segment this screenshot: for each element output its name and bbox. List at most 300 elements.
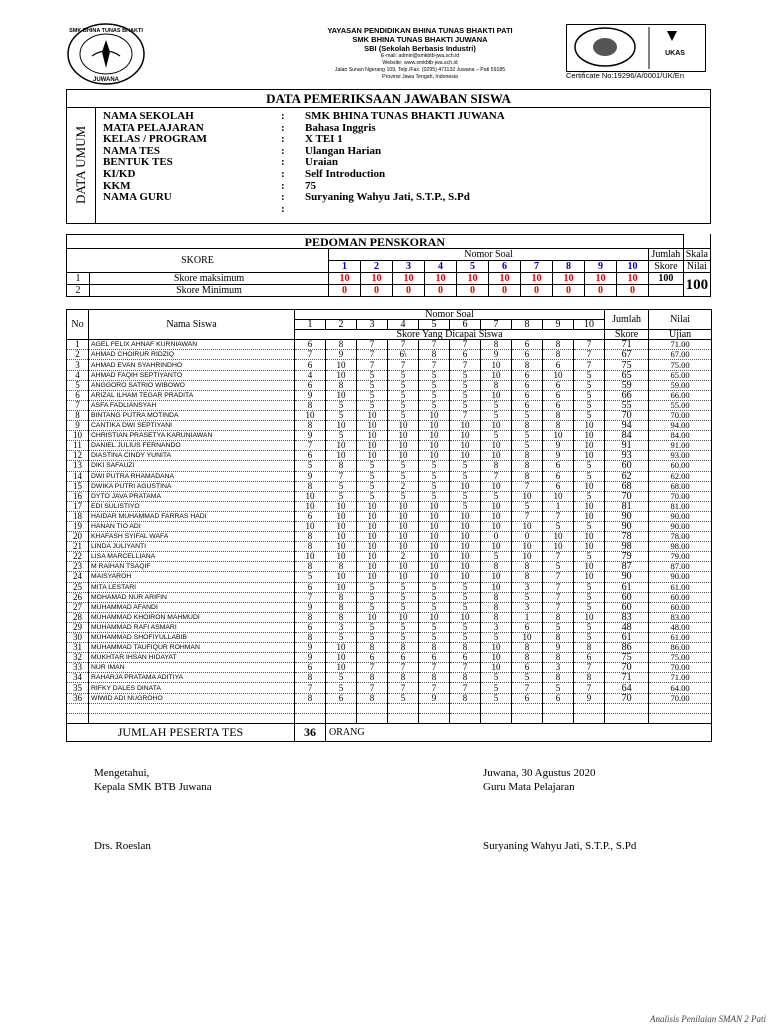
- exam-grade: 98.00: [649, 542, 712, 552]
- max-score-cell: 10: [617, 273, 649, 285]
- min-score-cell: 0: [585, 285, 617, 297]
- score-cell: 6: [543, 360, 574, 370]
- nilai-subheader: Nilai: [683, 261, 710, 273]
- school-type: SBI (Sekolah Berbasis Industri): [364, 44, 476, 53]
- exam-grade: 90.00: [649, 572, 712, 582]
- score-cell: 8: [481, 380, 512, 390]
- exam-grade: 60.00: [649, 461, 712, 471]
- score-cell: 5: [357, 380, 388, 390]
- score-cell: 10: [357, 562, 388, 572]
- row-number: 5: [67, 380, 89, 390]
- score-cell: 7: [512, 511, 543, 521]
- score-cell: 7: [295, 592, 326, 602]
- table-row: [67, 501, 712, 511]
- total-score: 67: [605, 350, 649, 360]
- score-cell: 10: [357, 542, 388, 552]
- score-cell: 7: [574, 360, 605, 370]
- table-row: [67, 622, 712, 632]
- score-cell: 10: [295, 410, 326, 420]
- score-cell: 7: [543, 552, 574, 562]
- score-cell: 10: [357, 451, 388, 461]
- score-cell: 10: [574, 441, 605, 451]
- table-row: [67, 461, 712, 471]
- min-score-cell: 0: [553, 285, 585, 297]
- score-cell: 10: [295, 521, 326, 531]
- score-cell: 5: [388, 471, 419, 481]
- student-name: DANIEL JULIUS FERNANDO: [89, 441, 295, 451]
- table-row: [67, 633, 712, 643]
- exam-grade: 59.00: [649, 380, 712, 390]
- score-cell: 5: [574, 582, 605, 592]
- table-row: [67, 410, 712, 420]
- score-cell: 8: [419, 673, 450, 683]
- score-cell: 8: [512, 653, 543, 663]
- score-cell: 7: [295, 683, 326, 693]
- table-row: [67, 653, 712, 663]
- jumlah-header-2: Jumlah: [605, 310, 649, 330]
- score-cell: 5: [419, 481, 450, 491]
- scoring-guide-table: [66, 234, 711, 297]
- info-key: KELAS / PROGRAM: [103, 133, 207, 146]
- score-cell: 10: [388, 451, 419, 461]
- score-cell: 5: [357, 370, 388, 380]
- score-cell: 10: [574, 501, 605, 511]
- score-cell: 10: [357, 612, 388, 622]
- score-cell: 10: [450, 572, 481, 582]
- max-score-cell: 10: [521, 273, 553, 285]
- score-cell: 10: [419, 562, 450, 572]
- row-number: 36: [67, 693, 89, 703]
- address: Jalan Sunan Ngerang 109, Telp./Fax. (0295) 471132 Juwana – Pati 59185: [334, 67, 506, 73]
- score-cell: 8: [450, 673, 481, 683]
- table-row: [67, 481, 712, 491]
- score-cell: 6: [512, 663, 543, 673]
- score-cell: 10: [419, 410, 450, 420]
- min-score-cell: 0: [329, 285, 361, 297]
- row-number: 11: [67, 441, 89, 451]
- province: Provinsi Jawa Tengah, Indonesia: [382, 74, 458, 80]
- score-cell: 10: [450, 612, 481, 622]
- info-value: SMK BHINA TUNAS BHAKTI JUWANA: [305, 110, 505, 122]
- score-cell: 5: [295, 461, 326, 471]
- score-cell: 5: [481, 693, 512, 703]
- score-cell: 10: [481, 360, 512, 370]
- score-cell: 10: [481, 643, 512, 653]
- exam-grade: 91.00: [649, 441, 712, 451]
- score-cell: 2: [388, 552, 419, 562]
- info-colon: :: [281, 110, 285, 122]
- score-cell: 8: [326, 562, 357, 572]
- score-cell: 5: [574, 552, 605, 562]
- total-score: 71: [605, 340, 649, 350]
- max-no: 1: [67, 273, 90, 285]
- table-row: [67, 340, 712, 350]
- svg-text:UKAS: UKAS: [665, 50, 685, 57]
- score-cell: 5: [388, 400, 419, 410]
- score-cell: 10: [481, 441, 512, 451]
- student-name: LISA MARCELLIANA: [89, 552, 295, 562]
- student-name: RIFKY DALES DINATA: [89, 683, 295, 693]
- score-cell: 6\: [388, 350, 419, 360]
- question-number: 4: [425, 261, 457, 273]
- score-cell: 5: [326, 683, 357, 693]
- row-number: 25: [67, 582, 89, 592]
- row-number: 12: [67, 451, 89, 461]
- score-cell: 6: [512, 370, 543, 380]
- score-cell: 10: [326, 552, 357, 562]
- score-cell: 10: [574, 421, 605, 431]
- row-number: 23: [67, 562, 89, 572]
- table-row: [67, 673, 712, 683]
- score-cell: 5: [388, 602, 419, 612]
- score-cell: 10: [543, 370, 574, 380]
- score-cell: 7: [388, 340, 419, 350]
- score-cell: 4: [295, 370, 326, 380]
- question-number: 5: [457, 261, 489, 273]
- table-row: [67, 491, 712, 501]
- score-cell: 5: [419, 582, 450, 592]
- score-cell: 5: [419, 390, 450, 400]
- row-number: 6: [67, 390, 89, 400]
- info-colon: :: [281, 133, 285, 146]
- score-cell: 5: [388, 592, 419, 602]
- score-cell: 8: [295, 633, 326, 643]
- score-cell: 10: [357, 572, 388, 582]
- score-cell: 1: [543, 501, 574, 511]
- score-cell: 8: [450, 643, 481, 653]
- teacher-title: Guru Mata Pelajaran: [483, 781, 575, 793]
- score-cell: 5: [574, 491, 605, 501]
- row-number: 29: [67, 622, 89, 632]
- row-number: 13: [67, 461, 89, 471]
- score-cell: 7: [388, 683, 419, 693]
- score-cell: 10: [419, 552, 450, 562]
- total-score: 68: [605, 481, 649, 491]
- score-cell: 5: [419, 471, 450, 481]
- score-cell: 8: [512, 643, 543, 653]
- score-cell: 6: [543, 400, 574, 410]
- total-score: 98: [605, 542, 649, 552]
- total-score: 87: [605, 562, 649, 572]
- score-cell: 5: [326, 673, 357, 683]
- score-cell: 5: [357, 592, 388, 602]
- score-cell: 5: [481, 491, 512, 501]
- score-cell: 6: [450, 653, 481, 663]
- score-cell: 7: [450, 340, 481, 350]
- score-cell: 10: [450, 521, 481, 531]
- total-score: 81: [605, 501, 649, 511]
- score-cell: 10: [326, 532, 357, 542]
- score-cell: 10: [481, 653, 512, 663]
- name-header: Nama Siswa: [89, 310, 295, 340]
- exam-grade: 81.00: [649, 501, 712, 511]
- score-cell: 5: [543, 562, 574, 572]
- min-score-cell: 0: [425, 285, 457, 297]
- total-score: 90: [605, 511, 649, 521]
- table-row: [67, 521, 712, 531]
- total-score: 79: [605, 552, 649, 562]
- score-cell: 10: [574, 481, 605, 491]
- score-cell: 8: [512, 360, 543, 370]
- score-cell: 6: [326, 693, 357, 703]
- table-row: [67, 542, 712, 552]
- table-row: [67, 592, 712, 602]
- info-row: [103, 111, 505, 123]
- score-cell: 10: [450, 532, 481, 542]
- svg-text:SMK BHINA TUNAS BHAKTI: SMK BHINA TUNAS BHAKTI: [69, 28, 143, 34]
- row-number: 21: [67, 542, 89, 552]
- row-number: 28: [67, 612, 89, 622]
- score-cell: 9: [543, 451, 574, 461]
- total-score: 86: [605, 643, 649, 653]
- foundation-name: YAYASAN PENDIDIKAN BHINA TUNAS BHAKTI PATI: [327, 26, 513, 35]
- score-cell: 8: [450, 693, 481, 703]
- table-row: [67, 663, 712, 673]
- exam-grade: 64.00: [649, 683, 712, 693]
- score-cell: 10: [388, 572, 419, 582]
- score-cell: 5: [512, 441, 543, 451]
- score-cell: 10: [357, 521, 388, 531]
- score-cell: 6: [295, 340, 326, 350]
- score-cell: 6: [543, 461, 574, 471]
- score-cell: 5: [326, 400, 357, 410]
- exam-grade: 75.00: [649, 360, 712, 370]
- table-row: [67, 421, 712, 431]
- exam-grade: 70.00: [649, 693, 712, 703]
- total-score: 75: [605, 360, 649, 370]
- score-cell: 5: [326, 491, 357, 501]
- min-no: 2: [67, 285, 90, 297]
- exam-grade: 79.00: [649, 552, 712, 562]
- row-number: 32: [67, 653, 89, 663]
- score-cell: 5: [450, 390, 481, 400]
- score-cell: 5: [357, 481, 388, 491]
- score-cell: 5: [574, 633, 605, 643]
- skore-subheader: Skore: [649, 261, 684, 273]
- score-cell: 10: [419, 431, 450, 441]
- score-cell: 10: [512, 542, 543, 552]
- info-row: [103, 192, 505, 204]
- student-name: DWI PUTRA RHAMADANA: [89, 471, 295, 481]
- table-row: [67, 441, 712, 451]
- score-cell: 0: [481, 532, 512, 542]
- score-cell: 9: [326, 350, 357, 360]
- max-score-cell: 10: [361, 273, 393, 285]
- student-name: BINTANG PUTRA MOTINDA: [89, 410, 295, 420]
- score-cell: 10: [574, 542, 605, 552]
- score-cell: 8: [481, 461, 512, 471]
- score-cell: 10: [481, 481, 512, 491]
- score-cell: 5: [450, 400, 481, 410]
- score-cell: 8: [295, 693, 326, 703]
- score-cell: 3: [326, 622, 357, 632]
- score-cell: 10: [326, 501, 357, 511]
- score-cell: 5: [481, 552, 512, 562]
- score-cell: 6: [295, 622, 326, 632]
- score-cell: 10: [388, 532, 419, 542]
- score-cell: 5: [388, 693, 419, 703]
- website: Website: www.smkbtb-jwa.sch.id: [382, 60, 458, 66]
- total-score: 60: [605, 592, 649, 602]
- info-colon: :: [281, 144, 285, 157]
- score-cell: 7: [450, 683, 481, 693]
- score-cell: 10: [388, 441, 419, 451]
- row-number: 7: [67, 400, 89, 410]
- exam-grade: 68.00: [649, 481, 712, 491]
- row-number: 1: [67, 340, 89, 350]
- row-number: 34: [67, 673, 89, 683]
- question-number: 1: [329, 261, 361, 273]
- score-cell: 10: [388, 511, 419, 521]
- score-cell: 10: [388, 562, 419, 572]
- exam-grade: 71.00: [649, 673, 712, 683]
- signature-left: [94, 766, 212, 794]
- score-cell: 5: [419, 461, 450, 471]
- score-cell: 6: [512, 390, 543, 400]
- score-cell: 8: [295, 532, 326, 542]
- student-name: MAISYAROH: [89, 572, 295, 582]
- student-name: ANGGORO SATRIO WIBOWO: [89, 380, 295, 390]
- score-cell: 10: [450, 481, 481, 491]
- score-cell: 5: [419, 380, 450, 390]
- info-key: NAMA SEKOLAH: [103, 110, 194, 122]
- question-number: 7: [521, 261, 553, 273]
- score-cell: 6: [295, 451, 326, 461]
- score-cell: 5: [388, 410, 419, 420]
- score-cell: 8: [295, 481, 326, 491]
- table-row: [67, 400, 712, 410]
- row-number: 14: [67, 471, 89, 481]
- score-cell: 5: [574, 410, 605, 420]
- table-row: [67, 471, 712, 481]
- score-cell: 5: [419, 622, 450, 632]
- question-number: 3: [357, 320, 388, 330]
- score-cell: 10: [326, 360, 357, 370]
- score-cell: 10: [481, 370, 512, 380]
- score-cell: 8: [326, 602, 357, 612]
- table-row: [67, 572, 712, 582]
- score-cell: 8: [574, 673, 605, 683]
- info-colon: :: [281, 167, 285, 180]
- score-cell: 10: [388, 612, 419, 622]
- score-cell: 10: [326, 441, 357, 451]
- question-number: 6: [450, 320, 481, 330]
- student-name: M RAIHAN TSAQIF: [89, 562, 295, 572]
- participant-count-label: JUMLAH PESERTA TES: [67, 723, 295, 741]
- student-name: DYTO JAVA PRATAMA: [89, 491, 295, 501]
- max-score-cell: 10: [553, 273, 585, 285]
- score-cell: 7: [450, 360, 481, 370]
- score-cell: 10: [481, 501, 512, 511]
- score-cell: 5: [419, 370, 450, 380]
- email: E-mail: admin@smkbtb-jwa.sch.id: [380, 53, 460, 59]
- score-cell: 8: [326, 340, 357, 350]
- row-number: 20: [67, 532, 89, 542]
- score-cell: 8: [512, 421, 543, 431]
- score-cell: 10: [326, 582, 357, 592]
- score-cell: 6: [388, 653, 419, 663]
- score-cell: 6: [543, 380, 574, 390]
- question-number: 1: [295, 320, 326, 330]
- scale-value: 100: [683, 273, 710, 297]
- score-cell: 10: [357, 441, 388, 451]
- table-row: [67, 350, 712, 360]
- principal-name: Drs. Roeslan: [94, 840, 151, 852]
- total-score: 48: [605, 622, 649, 632]
- total-score: 70: [605, 663, 649, 673]
- skore-header: SKORE: [67, 249, 329, 273]
- score-cell: 5: [512, 410, 543, 420]
- score-cell: 8: [326, 461, 357, 471]
- student-name: HANAN TIO ADI: [89, 521, 295, 531]
- score-cell: 10: [357, 552, 388, 562]
- score-cell: 8: [481, 340, 512, 350]
- nomor-soal-header: Nomor Soal: [329, 249, 649, 261]
- question-number: 9: [543, 320, 574, 330]
- row-number: 16: [67, 491, 89, 501]
- student-name: DIASTINA CINDY YUNITA: [89, 451, 295, 461]
- exam-grade: 78.00: [649, 532, 712, 542]
- question-number: 3: [393, 261, 425, 273]
- min-label: Skore Minimum: [90, 285, 329, 297]
- score-cell: 9: [295, 602, 326, 612]
- row-number: 33: [67, 663, 89, 673]
- score-cell: 10: [388, 521, 419, 531]
- score-cell: 7: [543, 582, 574, 592]
- student-name: MUHAMMAD AFANDI: [89, 602, 295, 612]
- info-value: Uraian: [305, 156, 338, 169]
- score-cell: 10: [450, 542, 481, 552]
- exam-grade: 86.00: [649, 643, 712, 653]
- score-cell: 7: [419, 683, 450, 693]
- row-number: 26: [67, 592, 89, 602]
- question-number: 9: [585, 261, 617, 273]
- score-cell: 9: [295, 390, 326, 400]
- score-cell: 8: [295, 421, 326, 431]
- total-score: 93: [605, 451, 649, 461]
- score-cell: 8: [326, 380, 357, 390]
- max-score-cell: 10: [489, 273, 521, 285]
- score-cell: 10: [450, 451, 481, 461]
- score-cell: 5: [450, 592, 481, 602]
- score-cell: 7: [450, 410, 481, 420]
- info-colon: :: [281, 191, 285, 204]
- student-name: NUR IMAN: [89, 663, 295, 673]
- exam-grade: 87.00: [649, 562, 712, 572]
- question-number: 2: [361, 261, 393, 273]
- total-score: 90: [605, 572, 649, 582]
- min-score-cell: 0: [489, 285, 521, 297]
- score-cell: 10: [574, 511, 605, 521]
- score-cell: 6: [295, 663, 326, 673]
- total-score: 60: [605, 602, 649, 612]
- no-header: No: [67, 310, 89, 340]
- score-cell: 8: [295, 562, 326, 572]
- score-cell: 6: [512, 340, 543, 350]
- row-number: 17: [67, 501, 89, 511]
- score-cell: 5: [481, 683, 512, 693]
- score-cell: 10: [574, 532, 605, 542]
- row-number: 19: [67, 521, 89, 531]
- participant-count: 36: [295, 723, 326, 741]
- exam-grade: 60.00: [649, 592, 712, 602]
- score-cell: 3: [512, 582, 543, 592]
- row-number: 27: [67, 602, 89, 612]
- score-cell: 10: [543, 431, 574, 441]
- score-cell: 5: [543, 683, 574, 693]
- score-cell: 8: [543, 421, 574, 431]
- score-cell: 8: [512, 572, 543, 582]
